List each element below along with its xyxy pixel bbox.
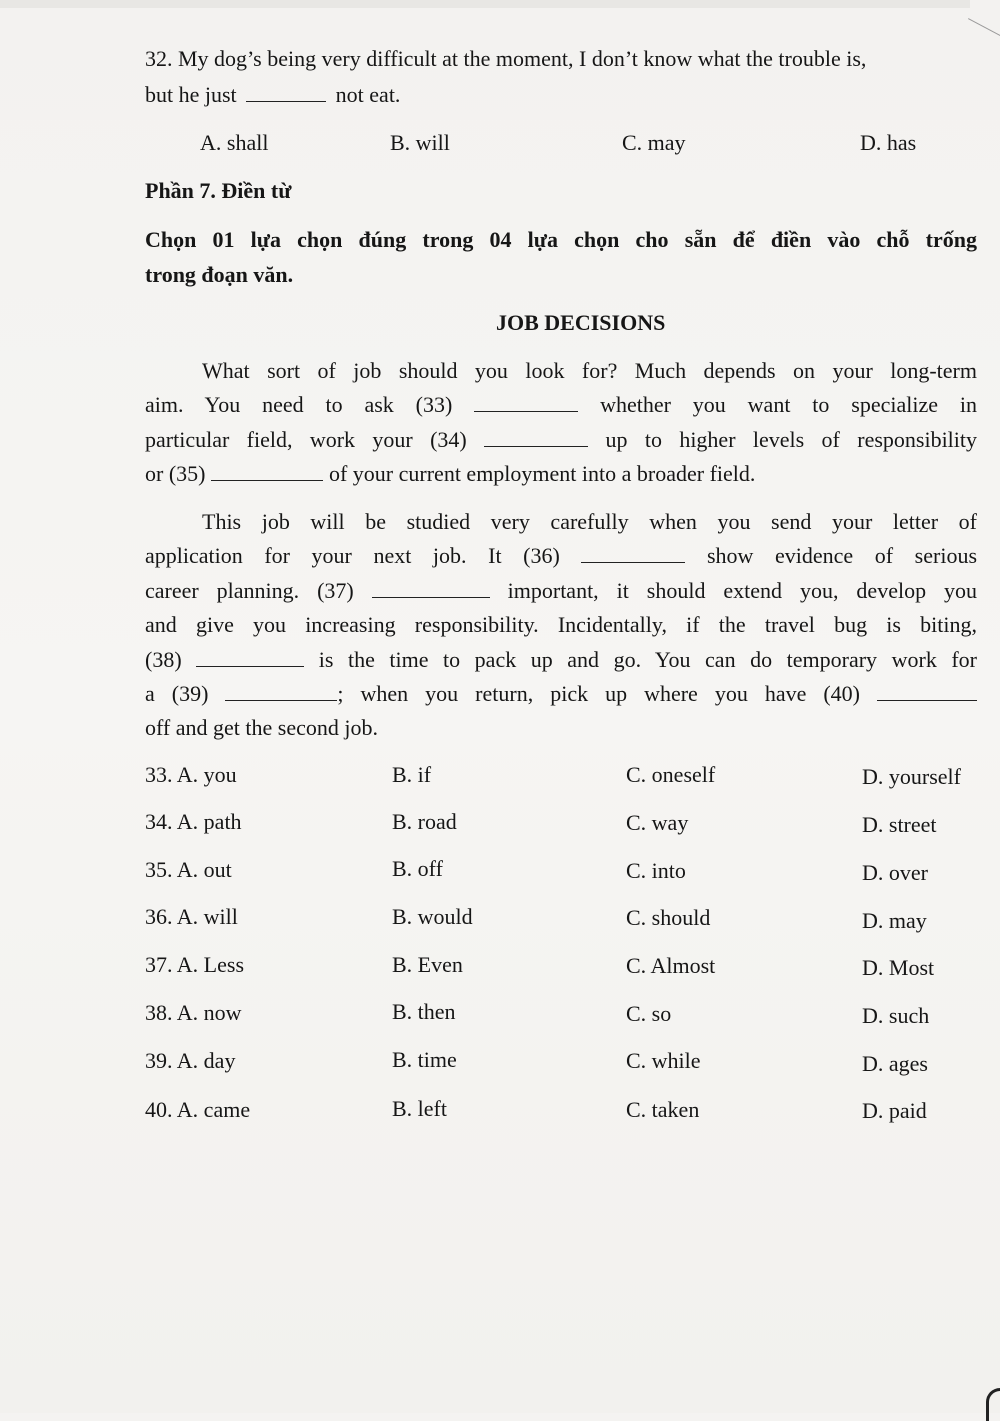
- question-37-option-b: B. Even: [392, 952, 463, 977]
- question-37-option-d: D. Most: [862, 955, 935, 980]
- blank-35: [211, 479, 323, 481]
- question-34-option-b: B. road: [392, 809, 457, 834]
- question-39-option-c: C. while: [626, 1048, 701, 1073]
- passage-p2-line3: career planning. (37) important, it should extend you, develop you: [145, 578, 978, 603]
- question-33-option-d: D. yourself: [862, 764, 961, 789]
- question-36-option-d: D. may: [862, 908, 927, 933]
- passage-p2-line6: a (39) ; when you return, pick up where you have (40): [145, 677, 977, 712]
- blank-33: [474, 410, 578, 412]
- question-37-option-a: 37. A. Less: [145, 952, 244, 977]
- question-39-option-d: D. ages: [862, 1051, 928, 1076]
- question-38-option-d: D. such: [862, 1003, 930, 1028]
- page-corner-fold: [968, 2, 1000, 38]
- section-instruction-line2: trong đoạn văn.: [145, 262, 294, 287]
- question-33-option-c: C. oneself: [626, 762, 716, 787]
- passage-p2-line5: (38) is the time to pack up and go. You can do temporary work for: [145, 647, 978, 672]
- question-40-option-d: D. paid: [862, 1098, 927, 1123]
- question-33-option-b: B. if: [392, 762, 432, 787]
- passage-p2-line4: and give you increasing responsibility. Incidentally, if the travel bug is biting,: [145, 612, 977, 637]
- question-39-option-a: 39. A. day: [145, 1048, 236, 1073]
- question-35-option-d: D. over: [862, 860, 928, 885]
- question-35-option-b: B. off: [392, 856, 443, 881]
- blank-37: [372, 596, 490, 598]
- question-34-option-a: 34. A. path: [145, 809, 242, 834]
- question-32-line1: 32. My dog’s being very difficult at the moment, I don’t know what the trouble is,: [145, 46, 867, 71]
- passage-p2-line2: application for your next job. It (36) show evidence of serious: [145, 543, 978, 568]
- question-33-option-a: 33. A. you: [145, 762, 237, 787]
- question-36-option-a: 36. A. will: [145, 904, 238, 929]
- question-32-option-b: B. will: [390, 130, 450, 155]
- question-34-option-c: C. way: [626, 810, 689, 835]
- question-39-option-b: B. time: [392, 1047, 457, 1072]
- blank-39: [225, 699, 337, 701]
- passage-p2-line1: This job will be studied very carefully when you send your letter of: [202, 509, 977, 534]
- question-32-option-d: D. has: [860, 130, 917, 155]
- page-top-edge: [0, 0, 970, 8]
- blank-36: [581, 561, 685, 563]
- passage-title: JOB DECISIONS: [496, 310, 666, 335]
- question-32-option-a: A. shall: [200, 130, 269, 155]
- question-32-text-pre: but he just: [145, 82, 237, 107]
- section-heading: Phần 7. Điền từ: [145, 178, 292, 203]
- question-38-option-c: C. so: [626, 1001, 672, 1026]
- question-32-blank: [246, 100, 326, 102]
- question-40-option-a: 40. A. came: [145, 1097, 251, 1122]
- question-36-option-b: B. would: [392, 904, 473, 929]
- passage-p1-line2: aim. You need to ask (33) whether you want to specialize in: [145, 392, 977, 417]
- blank-38: [196, 665, 304, 667]
- blank-34: [484, 445, 588, 447]
- question-32-option-c: C. may: [622, 130, 686, 155]
- passage-p1-line3: particular field, work your (34) up to higher levels of responsibility: [145, 427, 978, 452]
- question-36-option-c: C. should: [626, 905, 711, 930]
- question-35-option-c: C. into: [626, 858, 686, 883]
- question-38-option-b: B. then: [392, 999, 456, 1024]
- question-32-text-post: not eat.: [335, 82, 401, 107]
- question-32-line2: [145, 80, 400, 110]
- question-34-option-d: D. street: [862, 812, 937, 837]
- question-37-option-c: C. Almost: [626, 953, 716, 978]
- passage-p2-line7: off and get the second job.: [145, 715, 378, 740]
- question-35-option-a: 35. A. out: [145, 857, 232, 882]
- blank-40: [877, 699, 977, 701]
- page-edge-mark: [986, 1388, 1000, 1421]
- passage-p1-line1: What sort of job should you look for? Much depends on your long-term: [202, 358, 977, 383]
- passage-p1-line4: or (35) of your current employment into a broader field.: [145, 461, 756, 486]
- question-40-option-b: B. left: [392, 1096, 447, 1121]
- question-38-option-a: 38. A. now: [145, 1000, 242, 1025]
- section-instruction-line1: Chọn 01 lựa chọn đúng trong 04 lựa chọn cho sẵn để điền vào chỗ trống: [145, 227, 977, 252]
- question-40-option-c: C. taken: [626, 1097, 700, 1122]
